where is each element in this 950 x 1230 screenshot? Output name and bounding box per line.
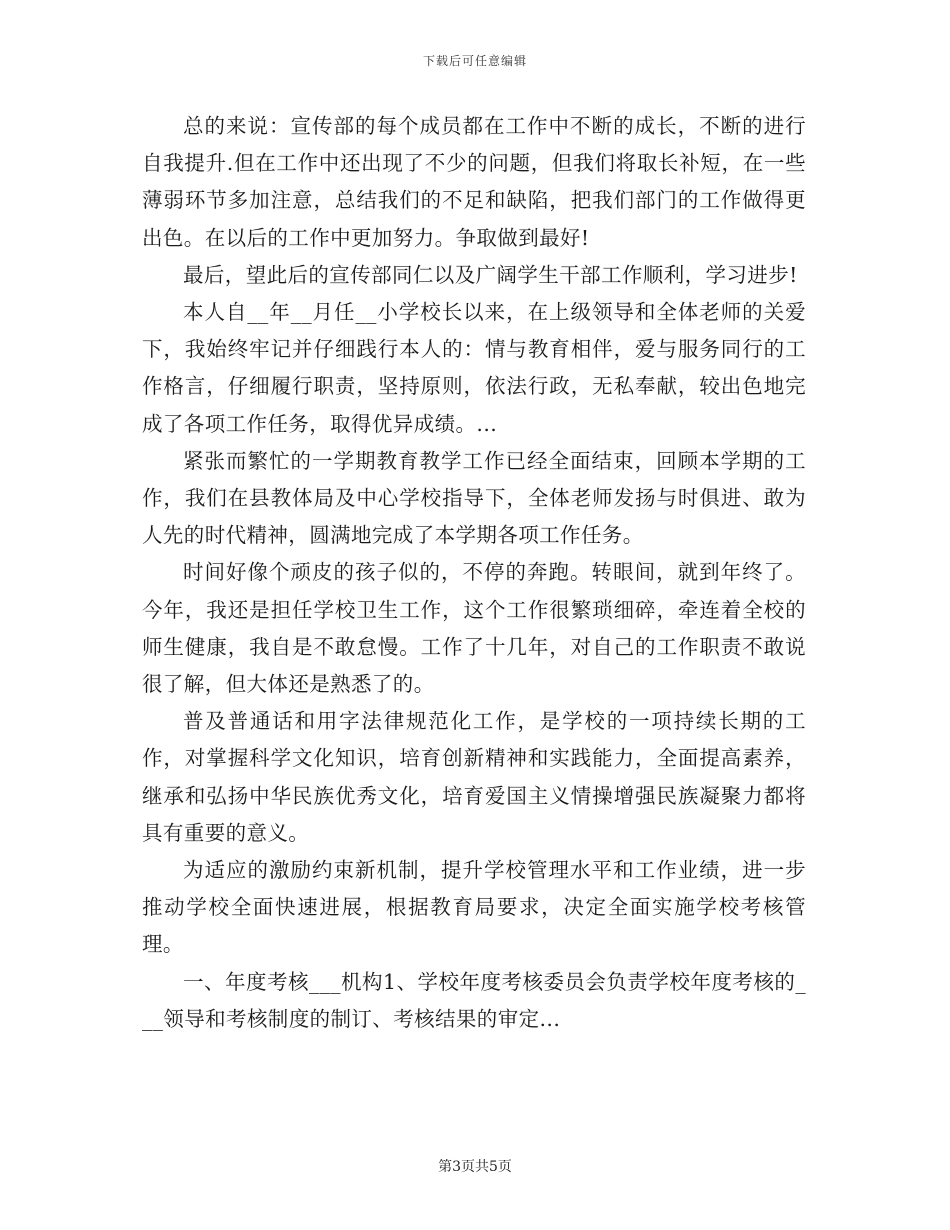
paragraph: 紧张而繁忙的一学期教育教学工作已经全面结束，回顾本学期的工作，我们在县教体局及中心学校指导下，全体老师发扬与时俱进、敢为人先的时代精神，圆满地完成了本学期各项工作任务。: [142, 448, 806, 548]
paragraph: 总的来说：宣传部的每个成员都在工作中不断的成长，不断的进行自我提升.但在工作中还出现了不少的问题，但我们将取长补短，在一些薄弱环节多加注意，总结我们的不足和缺陷，把我们部门的工作做得更出色。在以后的工作中更加努力。争取做到最好!: [142, 114, 806, 250]
paragraph: 为适应的激励约束新机制，提升学校管理水平和工作业绩，进一步推动学校全面快速进展，根据教育局要求，决定全面实施学校考核管理。: [142, 858, 806, 957]
paragraph: 最后，望此后的宣传部同仁以及广阔学生干部工作顺利，学习进步!: [183, 262, 798, 287]
page-number: 第3页共5页: [438, 1159, 512, 1175]
page-header: 下载后可任意编辑: [422, 54, 527, 68]
paragraph: 普及普通话和用字法律规范化工作，是学校的一项持续长期的工作，对掌握科学文化知识，培育创新精神和实践能力，全面提高素养，继承和弘扬中华民族优秀文化，培育爱国主义情操增强民族凝聚力都将具有重要的意义。: [142, 709, 806, 845]
document-body: [142, 108, 806, 1038]
paragraph: 时间好像个顽皮的孩子似的，不停的奔跑。转眼间，就到年终了。今年，我还是担任学校卫生工作，这个工作很繁琐细碎，牵连着全校的师生健康，我自是不敢怠慢。工作了十几年，对自己的工作职责不敢说很了解，但大体还是熟悉了的。: [142, 560, 806, 697]
paragraph: 一、年度考核___机构1、学校年度考核委员会负责学校年度考核的___领导和考核制度的制订、考核结果的审定...: [142, 969, 806, 1031]
paragraph: 本人自__年__月任__小学校长以来，在上级领导和全体老师的关爱下，我始终牢记并仔细践行本人的：情与教育相伴，爱与服务同行的工作格言，仔细履行职责，坚持原则，依法行政，无私奉献，较出色地完成了各项工作任务，取得优异成绩。...: [142, 300, 806, 436]
